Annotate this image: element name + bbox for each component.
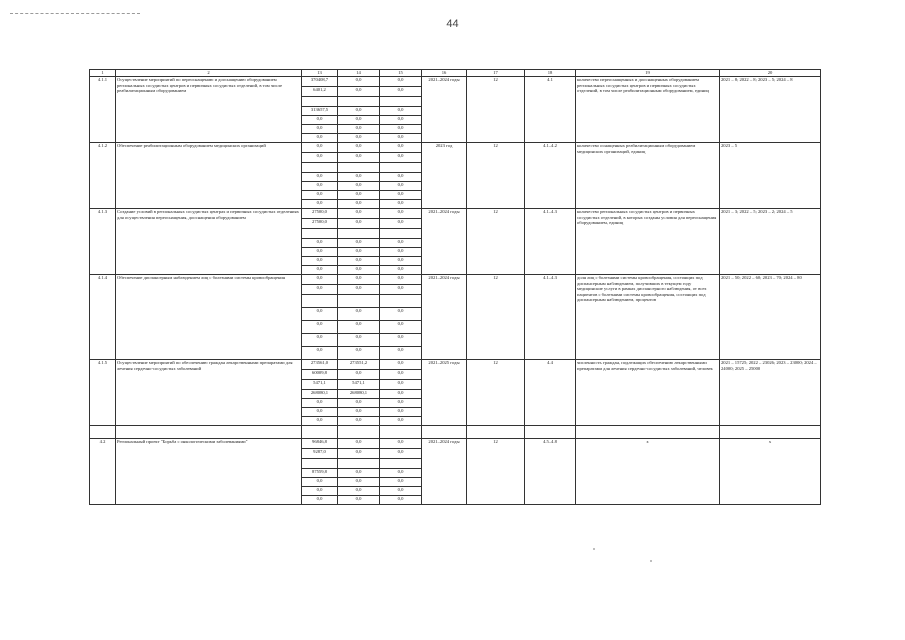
scan-speck <box>593 548 595 550</box>
value-cell: 0,0 <box>380 134 422 143</box>
empty-cell <box>422 426 467 439</box>
value-cell: 0,0 <box>380 439 422 449</box>
period-cell: 2021–2024 годы <box>422 275 467 360</box>
code-cell: 12 <box>467 143 525 209</box>
row-number: 4.1.1 <box>90 77 116 143</box>
target-values: x <box>720 439 821 505</box>
value-cell: 27500,0 <box>302 209 338 219</box>
value-cell: 0,0 <box>338 257 380 266</box>
value-cell: 0,0 <box>380 219 422 229</box>
value-cell: 0,0 <box>338 191 380 200</box>
value-cell: 0,0 <box>302 143 338 153</box>
measure-name: Создание условий в региональных сосудистых центрах и первичных сосудистых отделениях для осуществления переоснащения, дооснащения оборудованием <box>116 209 302 275</box>
table-row <box>90 209 821 219</box>
value-cell <box>338 459 380 469</box>
value-cell: 0,0 <box>338 116 380 125</box>
code-cell: 12 <box>467 275 525 360</box>
indicator-text: численность граждан, подлежащих обеспечению лекарственными препаратами для лечения сердечно-сосудистых заболеваний, человек <box>576 360 720 426</box>
value-cell: 0,0 <box>302 285 338 295</box>
value-cell: 0,0 <box>302 275 338 285</box>
value-cell: 268080,1 <box>338 390 380 399</box>
header-cell: 16 <box>422 70 467 77</box>
page-number: 44 <box>446 18 459 30</box>
value-cell: 0,0 <box>380 143 422 153</box>
indicator-ref: 4.4 <box>525 360 576 426</box>
target-values: 2021 – 50; 2022 – 60; 2023 – 70; 2024 – 80 <box>720 275 821 360</box>
value-cell: 0,0 <box>338 275 380 285</box>
value-cell: 0,0 <box>380 285 422 295</box>
value-cell <box>338 295 380 308</box>
value-cell: 0,0 <box>302 125 338 134</box>
value-cell: 273561,0 <box>302 360 338 370</box>
value-cell: 0,0 <box>302 321 338 334</box>
indicator-text: количество оснащенных реабилитационным оборудованием медицинских организаций, единиц <box>576 143 720 209</box>
value-cell <box>338 163 380 173</box>
value-cell: 0,0 <box>338 347 380 360</box>
header-cell: 2 <box>116 70 302 77</box>
value-cell: 0,0 <box>302 153 338 163</box>
value-cell: 0,0 <box>302 417 338 426</box>
value-cell: 0,0 <box>380 182 422 191</box>
value-cell: 0,0 <box>338 469 380 478</box>
row-number: 4.1.4 <box>90 275 116 360</box>
program-table <box>89 69 821 505</box>
value-cell: 0,0 <box>338 399 380 408</box>
value-cell: 0,0 <box>380 239 422 248</box>
value-cell <box>380 163 422 173</box>
value-cell <box>380 459 422 469</box>
header-cell: 18 <box>525 70 576 77</box>
value-cell: 0,0 <box>380 360 422 370</box>
value-cell <box>302 459 338 469</box>
value-cell <box>380 295 422 308</box>
table-row <box>90 360 821 370</box>
indicator-text: количество переоснащенных и дооснащенных оборудованием региональных сосудистых центров и первичных сосудистых отделений, в том числе реабилитационным оборудованием, единиц <box>576 77 720 143</box>
value-cell <box>302 229 338 239</box>
value-cell: 0,0 <box>338 308 380 321</box>
scan-artifact <box>10 13 140 15</box>
table-row <box>90 77 821 87</box>
header-cell: 1 <box>90 70 116 77</box>
value-cell: 0,0 <box>380 248 422 257</box>
value-cell: 0,0 <box>302 334 338 347</box>
indicator-text: доля лиц с болезнями системы кровообращения, состоящих под диспансерным наблюдением, получивших в текущем году медицинские услуги в рамках диспансерного наблюдения, от всех пациентов с болезнями системы кровообращения, состоящих под диспансерным наблюдением, процентов <box>576 275 720 360</box>
empty-cell <box>467 426 525 439</box>
value-cell: 0,0 <box>380 321 422 334</box>
empty-cell <box>720 426 821 439</box>
value-cell: 0,0 <box>338 266 380 275</box>
period-cell: 2021–2024 годы <box>422 209 467 275</box>
table-row <box>90 275 821 285</box>
target-values: 2023 – 5 <box>720 143 821 209</box>
value-cell: 0,0 <box>380 209 422 219</box>
period-cell: 2021–2025 годы <box>422 360 467 426</box>
empty-cell <box>576 426 720 439</box>
scan-speck <box>650 560 652 562</box>
separator-row <box>90 426 821 439</box>
period-cell: 2021–2024 годы <box>422 439 467 505</box>
value-cell: 0,0 <box>380 449 422 459</box>
indicator-ref: 4.1–4.3 <box>525 209 576 275</box>
value-cell: 0,0 <box>380 496 422 505</box>
empty-cell <box>380 426 422 439</box>
value-cell: 0,0 <box>338 125 380 134</box>
value-cell <box>302 295 338 308</box>
header-cell: 19 <box>576 70 720 77</box>
value-cell: 0,0 <box>380 469 422 478</box>
indicator-ref: 4.1 <box>525 77 576 143</box>
value-cell: 0,0 <box>302 200 338 209</box>
value-cell: 0,0 <box>338 285 380 295</box>
value-cell: 0,0 <box>380 266 422 275</box>
header-cell: 14 <box>338 70 380 77</box>
value-cell: 0,0 <box>302 347 338 360</box>
value-cell: 0,0 <box>380 116 422 125</box>
code-cell: 12 <box>467 209 525 275</box>
value-cell: 0,0 <box>338 370 380 380</box>
value-cell: 0,0 <box>380 308 422 321</box>
value-cell: 27500,0 <box>302 219 338 229</box>
value-cell: 0,0 <box>302 239 338 248</box>
header-cell: 15 <box>380 70 422 77</box>
measure-name: Осуществление мероприятий по обеспечению граждан лекарственными препаратами для лечения сердечно-сосудистых заболеваний <box>116 360 302 426</box>
value-cell: 0,0 <box>380 487 422 496</box>
indicator-ref: 4.5–4.8 <box>525 439 576 505</box>
period-cell: 2023 год <box>422 143 467 209</box>
value-cell: 0,0 <box>338 134 380 143</box>
indicator-ref: 4.1–4.3 <box>525 275 576 360</box>
empty-cell <box>90 426 116 439</box>
code-cell: 12 <box>467 77 525 143</box>
value-cell: 0,0 <box>338 321 380 334</box>
value-cell: 0,0 <box>302 257 338 266</box>
value-cell: 0,0 <box>380 153 422 163</box>
value-cell: 0,0 <box>338 77 380 87</box>
value-cell: 0,0 <box>380 478 422 487</box>
value-cell: 0,0 <box>338 496 380 505</box>
indicator-ref: 4.1–4.2 <box>525 143 576 209</box>
value-cell: 0,0 <box>380 399 422 408</box>
value-cell: 0,0 <box>380 390 422 399</box>
value-cell <box>338 97 380 107</box>
code-cell: 12 <box>467 360 525 426</box>
target-values: 2021 – 8; 2022 – 8; 2023 – 5; 2024 – 8 <box>720 77 821 143</box>
value-cell: 0,0 <box>338 173 380 182</box>
value-cell: 0,0 <box>302 173 338 182</box>
row-number: 4.1.3 <box>90 209 116 275</box>
value-cell: 0,0 <box>380 347 422 360</box>
value-cell: 0,0 <box>338 417 380 426</box>
empty-cell <box>116 426 302 439</box>
value-cell: 0,0 <box>338 334 380 347</box>
value-cell: 0,0 <box>338 209 380 219</box>
value-cell: 0,0 <box>338 182 380 191</box>
value-cell: 96846,8 <box>302 439 338 449</box>
value-cell: 0,0 <box>338 408 380 417</box>
value-cell: 0,0 <box>338 107 380 116</box>
period-cell: 2021–2024 годы <box>422 77 467 143</box>
value-cell: 0,0 <box>302 266 338 275</box>
table-row <box>90 143 821 153</box>
value-cell: 0,0 <box>338 439 380 449</box>
value-cell: 0,0 <box>338 87 380 97</box>
row-number: 4.2 <box>90 439 116 505</box>
value-cell: 0,0 <box>380 334 422 347</box>
value-cell: 0,0 <box>380 107 422 116</box>
value-cell: 0,0 <box>338 449 380 459</box>
row-number: 4.1.5 <box>90 360 116 426</box>
code-cell: 12 <box>467 439 525 505</box>
row-number: 4.1.2 <box>90 143 116 209</box>
indicator-text: количество региональных сосудистых центров и первичных сосудистых отделений, в которых созданы условия для переоснащения оборудованием, единиц <box>576 209 720 275</box>
empty-cell <box>302 426 338 439</box>
value-cell: 0,0 <box>302 191 338 200</box>
value-cell: 0,0 <box>302 496 338 505</box>
value-cell: 60009,8 <box>302 370 338 380</box>
table-row <box>90 439 821 449</box>
value-cell: 0,0 <box>302 408 338 417</box>
value-cell: 370408,7 <box>302 77 338 87</box>
value-cell <box>302 163 338 173</box>
value-cell: 0,0 <box>380 370 422 380</box>
value-cell: 0,0 <box>302 248 338 257</box>
value-cell <box>338 229 380 239</box>
value-cell: 0,0 <box>302 399 338 408</box>
target-values: 2021 – 3; 2022 – 5; 2023 – 2; 2024 – 5 <box>720 209 821 275</box>
value-cell: 273551,2 <box>338 360 380 370</box>
value-cell <box>380 97 422 107</box>
value-cell: 0,0 <box>338 219 380 229</box>
value-cell: 0,0 <box>338 153 380 163</box>
value-cell: 0,0 <box>338 143 380 153</box>
value-cell: 0,0 <box>380 408 422 417</box>
measure-name: Региональный проект "Борьба с онкологическими заболеваниями" <box>116 439 302 505</box>
value-cell <box>380 229 422 239</box>
value-cell: 0,0 <box>380 173 422 182</box>
value-cell: 0,0 <box>302 182 338 191</box>
value-cell: 0,0 <box>302 308 338 321</box>
value-cell: 0,0 <box>380 380 422 390</box>
empty-cell <box>525 426 576 439</box>
value-cell: 0,0 <box>338 487 380 496</box>
value-cell: 0,0 <box>302 134 338 143</box>
value-cell: 0,0 <box>302 116 338 125</box>
value-cell: 6401,2 <box>302 87 338 97</box>
header-cell: 17 <box>467 70 525 77</box>
value-cell: 0,0 <box>302 478 338 487</box>
value-cell: 0,0 <box>338 248 380 257</box>
value-cell: 0,0 <box>380 125 422 134</box>
value-cell: 0,0 <box>338 200 380 209</box>
value-cell: 313657,5 <box>302 107 338 116</box>
value-cell: 0,0 <box>380 200 422 209</box>
value-cell: 0,0 <box>380 77 422 87</box>
measure-name: Обеспечение реабилитационным оборудованием медицинских организаций <box>116 143 302 209</box>
value-cell: 9287,0 <box>302 449 338 459</box>
value-cell: 5471,1 <box>338 380 380 390</box>
header-cell: 13 <box>302 70 338 77</box>
value-cell: 0,0 <box>338 239 380 248</box>
value-cell: 87559,8 <box>302 469 338 478</box>
measure-name: Осуществление мероприятий по переоснащению и дооснащению оборудованием региональных сосудистых центров и первичных сосудистых отделений, в том числе реабилитационным оборудованием <box>116 77 302 143</box>
value-cell: 0,0 <box>380 87 422 97</box>
value-cell: 0,0 <box>380 257 422 266</box>
value-cell: 0,0 <box>338 478 380 487</box>
value-cell: 5471,1 <box>302 380 338 390</box>
header-cell: 20 <box>720 70 821 77</box>
measure-name: Обеспечение диспансерным наблюдением лиц с болезнями системы кровообращения <box>116 275 302 360</box>
value-cell: 0,0 <box>380 275 422 285</box>
value-cell: 0,0 <box>380 417 422 426</box>
empty-cell <box>338 426 380 439</box>
value-cell: 0,0 <box>302 487 338 496</box>
value-cell: 268080,1 <box>302 390 338 399</box>
target-values: 2021 – 15725; 2022 – 23026; 2023 – 23000; 2024 – 24000; 2025 – 25000 <box>720 360 821 426</box>
value-cell <box>302 97 338 107</box>
header-row <box>90 70 821 77</box>
indicator-text: x <box>576 439 720 505</box>
value-cell: 0,0 <box>380 191 422 200</box>
